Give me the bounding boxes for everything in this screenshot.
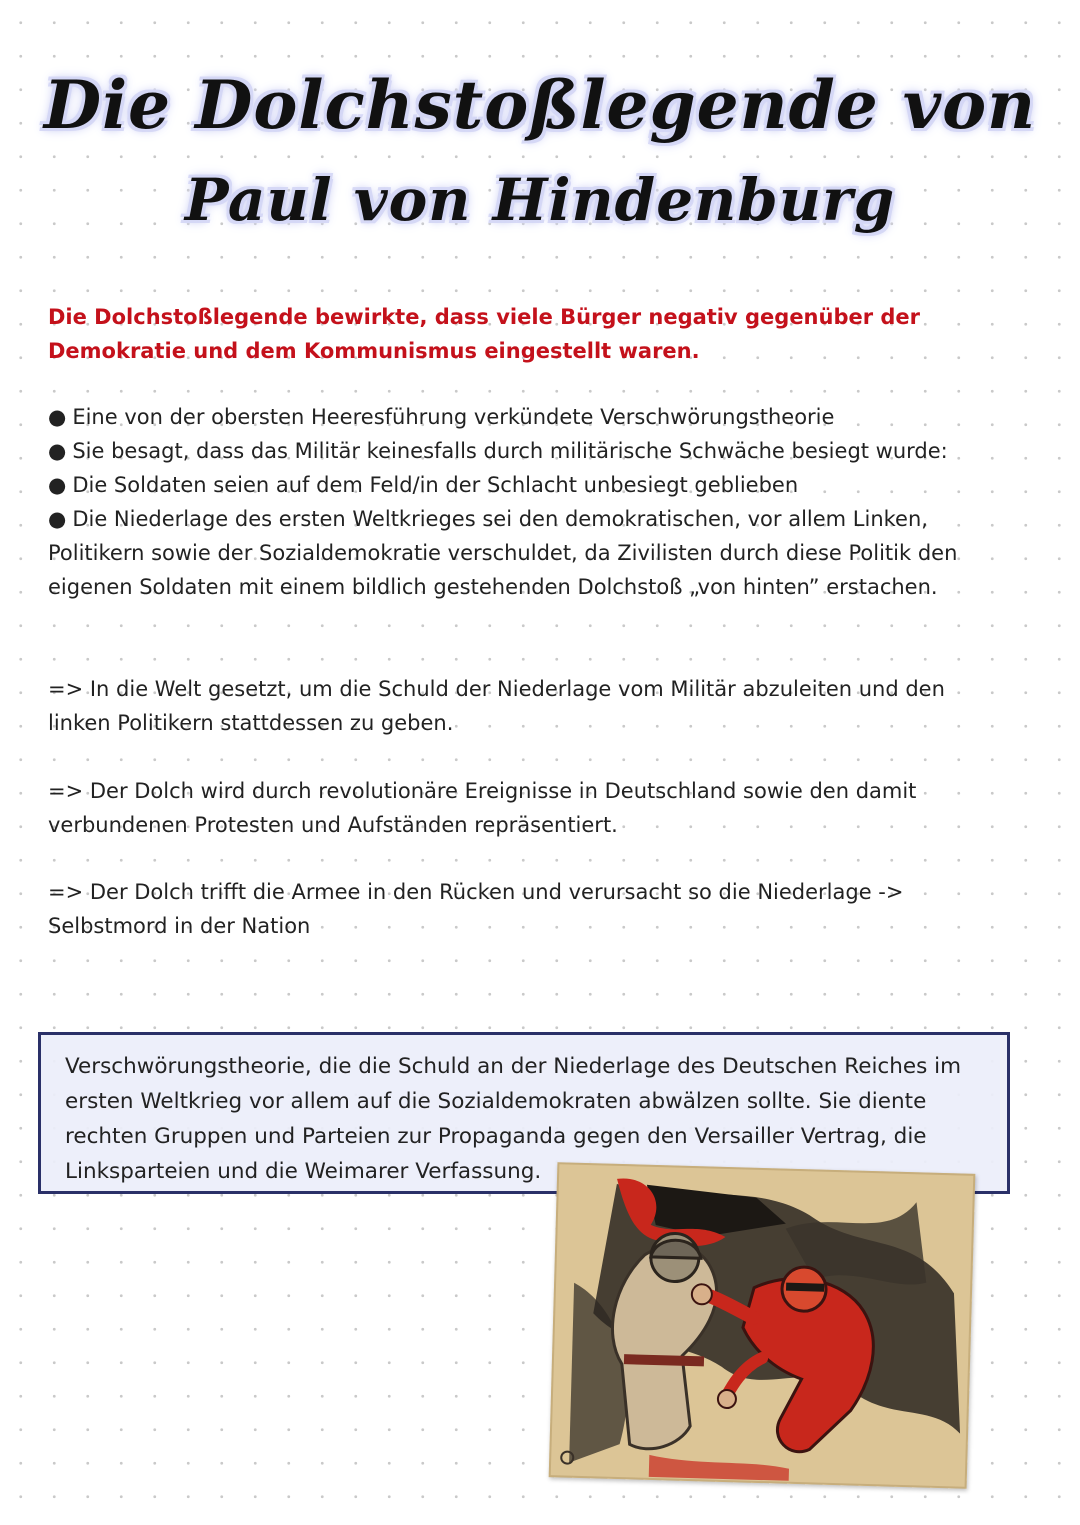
- bullet-icon: ●: [48, 507, 67, 531]
- list-item: [48, 468, 1008, 502]
- intro-statement: Die Dolchstoßlegende bewirkte, dass viele Bürger negativ gegenüber der Demokratie und dem Kommunismus eingestellt waren.: [48, 305, 921, 363]
- bullet-text: Die Niederlage des ersten Weltkrieges sei den demokratischen, vor allem Linken, Politikern sowie der Sozialdemokratie verschuldet, da Zivilisten durch diese Politik den eigenen Soldaten mit einem bildlich gestehenden Dolchstoß „von hinten” erstachen.: [48, 507, 958, 599]
- page-title-line-2: Paul von Hindenburg: [184, 166, 896, 234]
- conclusion-3: => Der Dolch trifft die Armee in den Rücken und verursacht so die Niederlage -> Selbstmord in der Nation: [48, 880, 904, 938]
- poster-illustration: [549, 1162, 976, 1489]
- definition-text: Verschwörungstheorie, die die Schuld an der Niederlage des Deutschen Reiches im ersten Weltkrieg vor allem auf die Sozialdemokraten abwälzen sollte. Sie diente rechten Gruppen und Parteien zur Propaganda gegen den Versailler Vertrag, die Linksparteien und die Weimarer Verfassung.: [65, 1054, 962, 1184]
- bullet-text: Eine von der obersten Heeresführung verkündete Verschwörungstheorie: [72, 405, 835, 429]
- definition-box: [38, 1032, 1010, 1194]
- conclusion-1: => In die Welt gesetzt, um die Schuld der Niederlage vom Militär abzuleiten und den linken Politikern stattdessen zu geben.: [48, 677, 945, 735]
- bullet-icon: ●: [48, 405, 67, 429]
- list-item: [48, 434, 1008, 468]
- bullet-list: [48, 400, 1008, 604]
- list-item: [48, 400, 1008, 434]
- bullet-text: Sie besagt, dass das Militär keinesfalls durch militärische Schwäche besiegt wurde:: [72, 439, 948, 463]
- list-item: [48, 502, 1008, 604]
- propaganda-poster-image: [549, 1162, 976, 1489]
- conclusion-2: => Der Dolch wird durch revolutionäre Ereignisse in Deutschland sowie den damit verbundenen Protesten und Aufständen repräsentiert.: [48, 779, 917, 837]
- bullet-icon: ●: [48, 473, 67, 497]
- bullet-text: Die Soldaten seien auf dem Feld/in der Schlacht unbesiegt geblieben: [72, 473, 799, 497]
- bullet-icon: ●: [48, 439, 67, 463]
- page-title-line-1: Die Dolchstoßlegende von: [43, 66, 1037, 144]
